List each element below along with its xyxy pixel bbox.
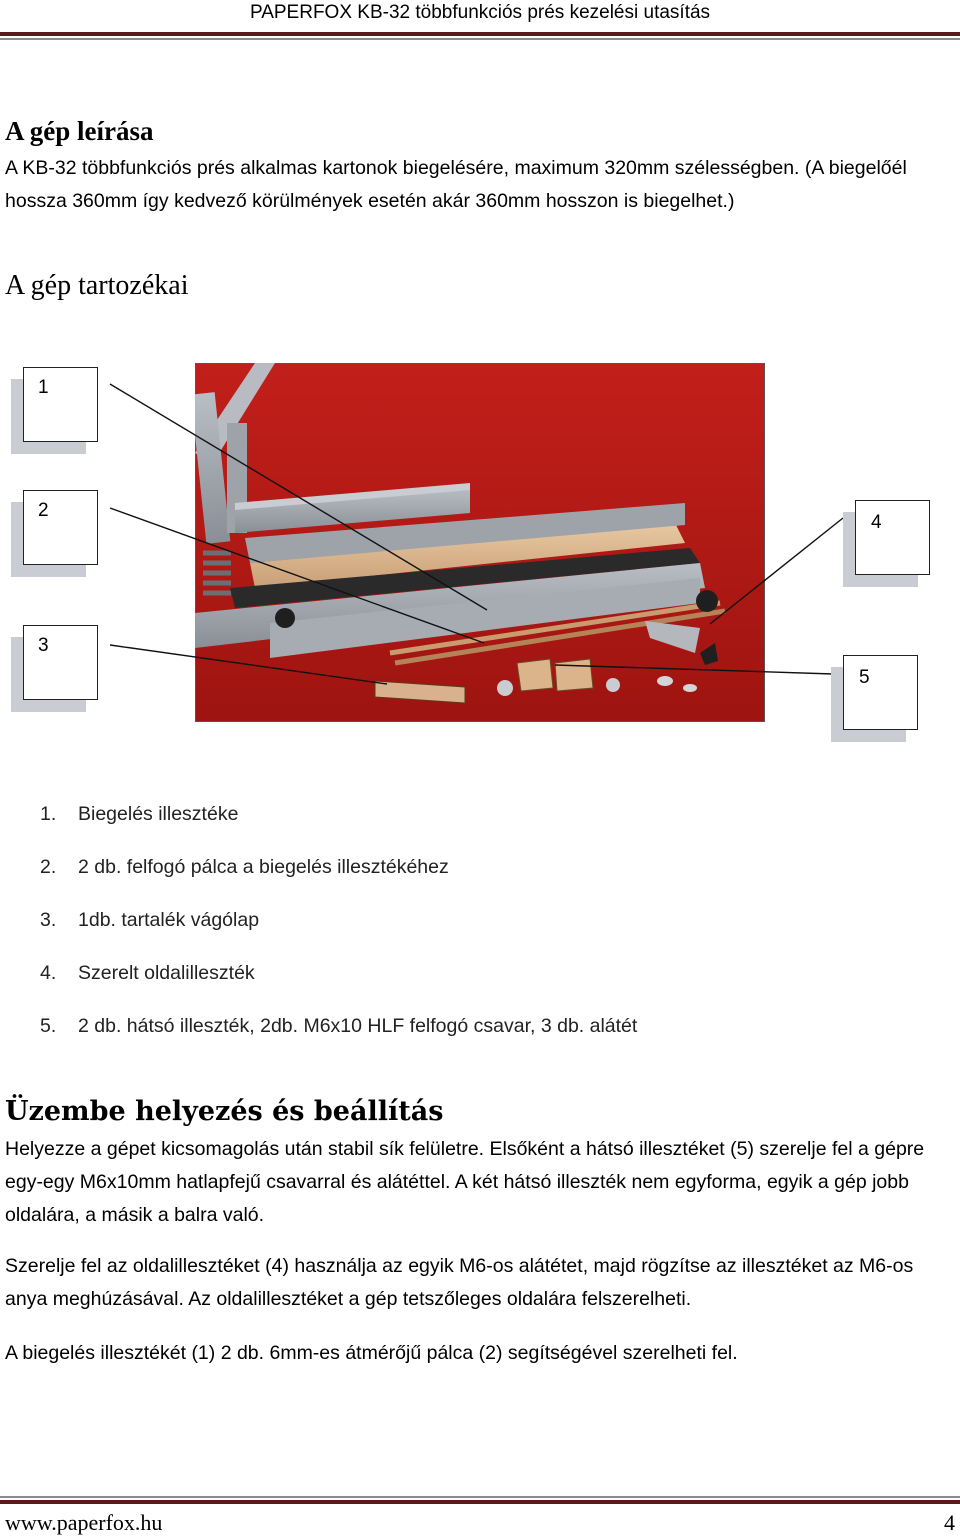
- list-number: 2.: [40, 856, 57, 878]
- list-number: 3.: [40, 909, 57, 931]
- list-number: 5.: [40, 1015, 57, 1037]
- list-item: [40, 796, 637, 849]
- callout-4: [855, 500, 930, 575]
- callout-1: [23, 367, 98, 442]
- list-text: 1db. tartalék vágólap: [78, 909, 260, 931]
- description-paragraph: A KB-32 többfunkciós prés alkalmas kartonok biegelésére, maximum 320mm szélességben. (A biegelőél hossza 360mm így kedvező körülmények esetén akár 360mm hosszon is biegelhet.): [5, 157, 907, 212]
- list-number: 4.: [40, 962, 57, 984]
- list-item: [40, 1008, 637, 1061]
- list-text: Biegelés illesztéke: [78, 803, 239, 825]
- list-item: [40, 902, 637, 955]
- page-header-title: PAPERFOX KB-32 többfunkciós prés kezelési utasítás: [249, 2, 711, 23]
- page-number: 4: [944, 1510, 955, 1535]
- section-heading-accessories: A gép tartozékai: [5, 270, 189, 301]
- setup-paragraph-2: Szerelje fel az oldalillesztéket (4) használja az egyik M6-os alátétet, majd rögzítse az illesztéket az M6-os anya meghúzásával. Az oldalillesztéket a gép tetszőleges oldalára felszerelheti.: [5, 1255, 914, 1310]
- list-text: Szerelt oldalilleszték: [78, 962, 255, 984]
- header-rule-thin: [0, 38, 960, 40]
- list-text: 2 db. felfogó pálca a biegelés illesztékéhez: [78, 856, 449, 878]
- header-rule: [0, 32, 960, 36]
- list-number: 1.: [40, 803, 57, 825]
- callout-number: 4: [871, 512, 882, 533]
- list-text: 2 db. hátsó illeszték, 2db. M6x10 HLF felfogó csavar, 3 db. alátét: [78, 1015, 638, 1037]
- callout-number: 1: [38, 377, 49, 398]
- setup-paragraph-1: Helyezze a gépet kicsomagolás után stabil sík felületre. Elsőként a hátsó illesztéket (5) szerelje fel a gépre egy-egy M6x10mm hatlapfejű csavarral és alátéttel. A két hátsó illeszték nem egyforma, egyik a gép jobb oldalára, a másik a balra való.: [5, 1138, 925, 1226]
- callout-2: [23, 490, 98, 565]
- callout-number: 5: [859, 667, 870, 688]
- footer-website: www.paperfox.hu: [5, 1510, 163, 1535]
- section-heading-description: A gép leírása: [5, 116, 154, 146]
- setup-paragraph-3: A biegelés illesztékét (1) 2 db. 6mm-es átmérőjű pálca (2) segítségével szerelheti fel.: [5, 1342, 738, 1364]
- callout-number: 2: [38, 500, 49, 521]
- list-item: [40, 955, 637, 1008]
- footer-rule-thin: [0, 1496, 960, 1498]
- list-item: [40, 849, 637, 902]
- machine-photo: [195, 363, 765, 722]
- accessories-list: [40, 796, 637, 1061]
- section-heading-setup: Üzembe helyezés és beállítás: [5, 1096, 444, 1127]
- callout-5: [843, 655, 918, 730]
- callout-number: 3: [38, 635, 49, 656]
- footer-rule: [0, 1500, 960, 1504]
- callout-3: [23, 625, 98, 700]
